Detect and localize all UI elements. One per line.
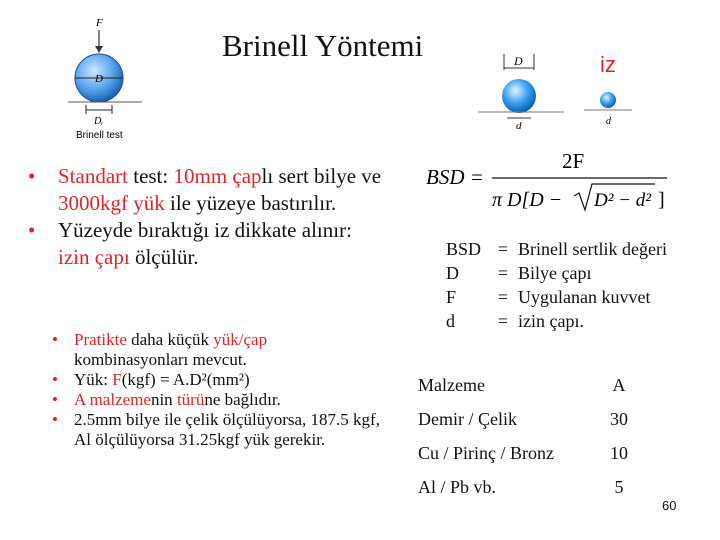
ball: [502, 79, 536, 113]
page-number: 60: [662, 498, 677, 513]
body-text: ne bağlıdır.: [204, 390, 281, 409]
table-row: [410, 470, 642, 504]
table-header-row: [410, 369, 642, 402]
material-cell: Demir / Çelik: [410, 402, 596, 436]
definition-symbol: d: [446, 311, 455, 331]
highlight-text: türü: [176, 390, 205, 409]
indent-label: d: [516, 120, 522, 132]
highlight-text: Pratikte: [74, 330, 127, 349]
highlight-text: 10mm çap: [173, 164, 262, 188]
table-row: [410, 436, 642, 470]
formula-numerator: 2F: [562, 149, 585, 173]
bullet-item: [28, 217, 388, 271]
diameter-label: D: [95, 73, 103, 85]
body-text: Yüzeyde bıraktığı iz dikkate alınır:: [58, 218, 352, 242]
body-text: ölçülür.: [129, 245, 199, 269]
brinell-formula: [422, 146, 682, 220]
definition-equals: =: [497, 287, 509, 307]
force-arrow-head: [95, 46, 103, 53]
main-bullet-list: [28, 163, 388, 271]
definition-equals: =: [497, 239, 509, 259]
force-label: F: [96, 17, 103, 29]
indent-label: Dᵢ: [94, 116, 103, 127]
small-ball: [600, 92, 616, 108]
body-text: 2.5mm bilye ile çelik ölçülüyorsa, 187.5 kgf, Al ölçülüyorsa 31.25kgf yük gerekir.: [74, 410, 380, 449]
bullet-dot-icon: •: [52, 370, 58, 389]
material-cell: Al / Pb vb.: [410, 470, 596, 504]
figure-caption: Brinell test: [76, 130, 123, 141]
definition-list: [446, 237, 667, 333]
body-text: lı sert bilye ve: [261, 164, 382, 188]
body-text: test:: [127, 164, 174, 188]
bullet-item: [52, 330, 382, 370]
a-value-cell: 5: [596, 470, 642, 504]
ball-label: D: [514, 54, 523, 68]
formula-lhs: BSD =: [426, 165, 484, 189]
formula-denominator-left: π D[D −: [492, 189, 563, 211]
bullet-item: [52, 410, 382, 450]
bullet-dot-icon: •: [28, 164, 36, 188]
highlight-text: 3000kgf yük: [58, 191, 165, 215]
body-text: daha küçük: [126, 330, 214, 349]
bullet-item: [28, 163, 388, 217]
sub-bullet-list: [52, 330, 382, 450]
body-text: Yük:: [74, 370, 113, 389]
bullet-dot-icon: •: [28, 218, 36, 242]
bullet-item: [52, 370, 382, 390]
material-table: [410, 369, 642, 505]
material-cell: Malzeme: [410, 369, 596, 402]
highlight-text: Standart: [58, 164, 128, 188]
highlight-text: A malzeme: [74, 390, 151, 409]
definition-symbol: F: [446, 287, 457, 307]
definition-equals: =: [497, 263, 509, 283]
definition-meaning: Uygulanan kuvvet: [518, 287, 651, 307]
highlight-text: izin çapı: [58, 245, 130, 269]
bullet-dot-icon: •: [52, 410, 58, 429]
bullet-item: [52, 390, 382, 410]
small-indent-label: d: [606, 116, 611, 127]
definition-meaning: izin çapı.: [518, 311, 584, 331]
definition-meaning: Brinell sertlik değeri: [518, 239, 667, 259]
definition-row: [446, 309, 667, 333]
bullet-dot-icon: •: [52, 330, 58, 349]
sqrt-content: D² − d²: [594, 190, 651, 211]
bullet-dot-icon: •: [52, 390, 58, 409]
formula-denominator-right: ]: [658, 189, 665, 211]
body-text: ile yüzeye bastırılır.: [164, 191, 337, 215]
body-text: kombinasyonları mevcut.: [74, 350, 247, 369]
definition-row: [446, 285, 667, 309]
a-value-cell: A: [596, 369, 642, 402]
table-row: [410, 402, 642, 436]
page-title: Brinell Yöntemi: [222, 28, 424, 63]
definition-meaning: Bilye çapı: [518, 263, 592, 283]
brinell-test-figure: [58, 12, 148, 144]
body-text: (kgf) = A.D²(mm²): [121, 370, 250, 389]
definition-row: [446, 237, 667, 261]
a-value-cell: 30: [596, 402, 642, 436]
material-cell: Cu / Pirinç / Bronz: [410, 436, 596, 470]
definition-equals: =: [497, 311, 509, 331]
definition-symbol: BSD: [446, 239, 482, 259]
a-value-cell: 10: [596, 436, 642, 470]
definition-row: [446, 261, 667, 285]
highlight-text: yük/çap: [213, 330, 268, 349]
iz-label: iz: [600, 52, 616, 77]
definition-symbol: D: [446, 263, 459, 283]
body-text: nin: [150, 390, 177, 409]
highlight-text: F: [112, 370, 122, 389]
